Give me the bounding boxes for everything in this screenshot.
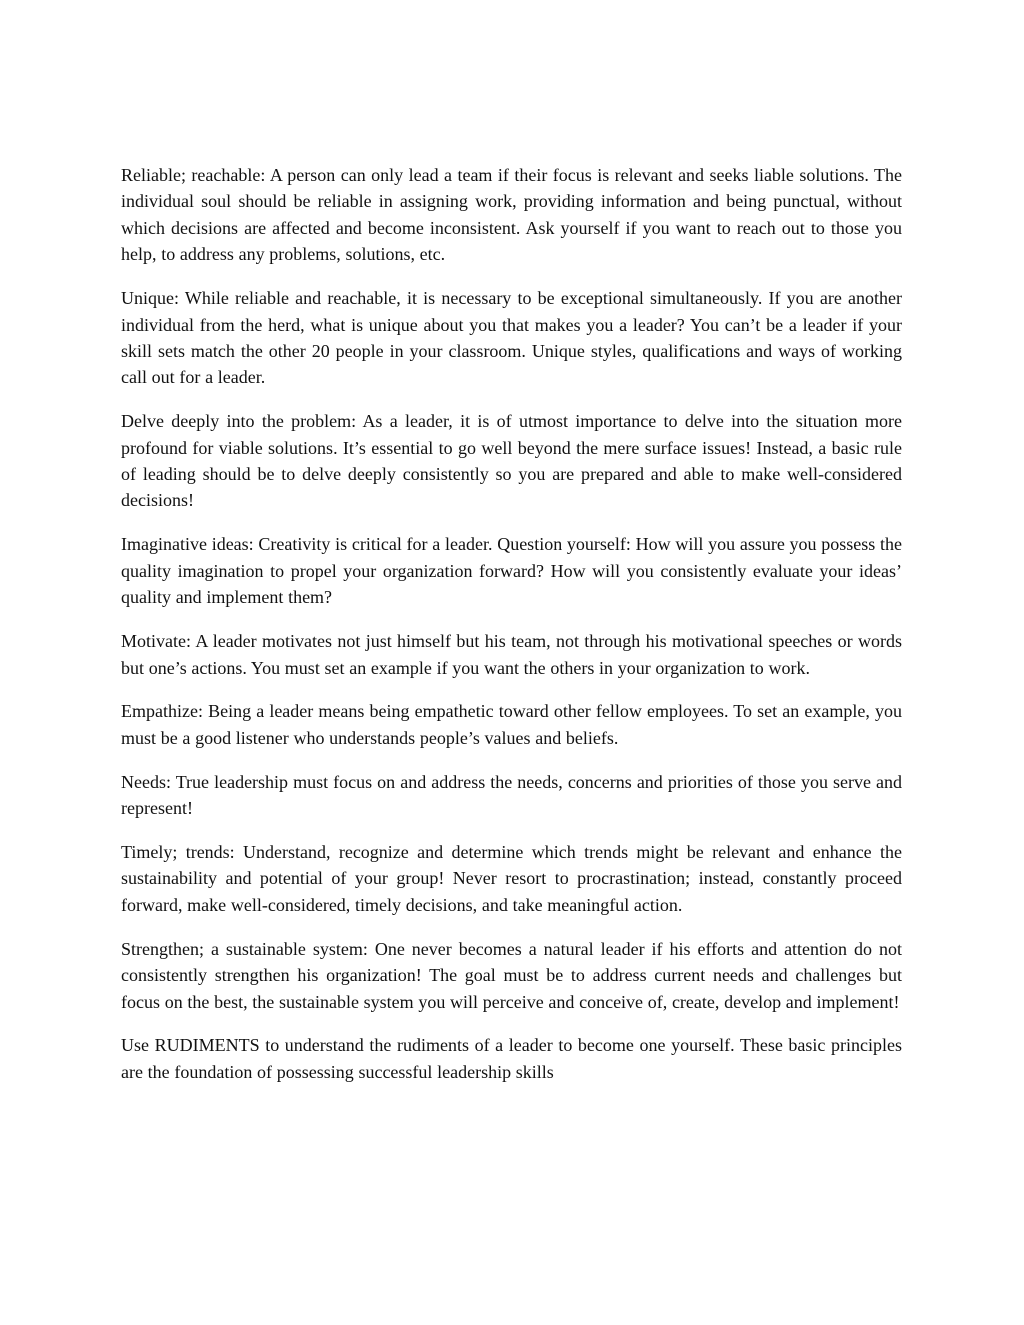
paragraph-unique: Unique: While reliable and reachable, it is necessary to be exceptional simultaneously. If you are another individual from the herd, what is unique about you that makes you a leader? You can’t be a leader if your skill sets match the other 20 people in your classroom. Unique styles, qualifications and ways of working call out for a leader. xyxy=(121,288,902,388)
paragraph-conclusion: Use RUDIMENTS to understand the rudiments of a leader to become one yourself. These basic principles are the foundation of possessing successful leadership skills xyxy=(121,1035,902,1082)
paragraph-strengthen: Strengthen; a sustainable system: One never becomes a natural leader if his efforts and attention do not consistently strengthen his organization! The goal must be to address current needs and challenges but focus on the best, the sustainable system you will perceive and conceive of, create, develop and implement! xyxy=(121,938,902,1012)
paragraph-imaginative: Imaginative ideas: Creativity is critical for a leader. Question yourself: How will you assure you possess the quality imagination to propel your organization forward? How will you consistently evaluate your ideas’ quality and implement them? xyxy=(121,534,902,608)
paragraph-timely: Timely; trends: Understand, recognize and determine which trends might be relevant and enhance the sustainability and potential of your group! Never resort to procrastination; instead, constantly proceed forward, make well-considered, timely decisions, and take meaningful action. xyxy=(121,842,902,915)
paragraph-motivate: Motivate: A leader motivates not just himself but his team, not through his motivational speeches or words but one’s actions. You must set an example if you want the others in your organization to work. xyxy=(121,631,902,678)
paragraph-needs: Needs: True leadership must focus on and address the needs, concerns and priorities of those you serve and represent! xyxy=(121,771,902,819)
paragraph-empathize: Empathize: Being a leader means being empathetic toward other fellow employees. To set an example, you must be a good listener who understands people’s values and beliefs. xyxy=(121,701,902,748)
paragraph-delve: Delve deeply into the problem: As a leader, it is of utmost importance to delve into the situation more profound for viable solutions. It’s essential to go well beyond the mere surface issues! Instead, a basic rule of leading should be to delve deeply consistently so you are prepared and able to make well-considered decisions! xyxy=(121,411,902,511)
paragraph-reliable: Reliable; reachable: A person can only lead a team if their focus is relevant and seeks liable solutions. The individual soul should be reliable in assigning work, providing information and being punctual, without which decisions are affected and become inconsistent. Ask yourself if you want to reach out to those you help, to address any problems, solutions, etc. xyxy=(121,165,902,265)
document-page xyxy=(121,162,902,1085)
